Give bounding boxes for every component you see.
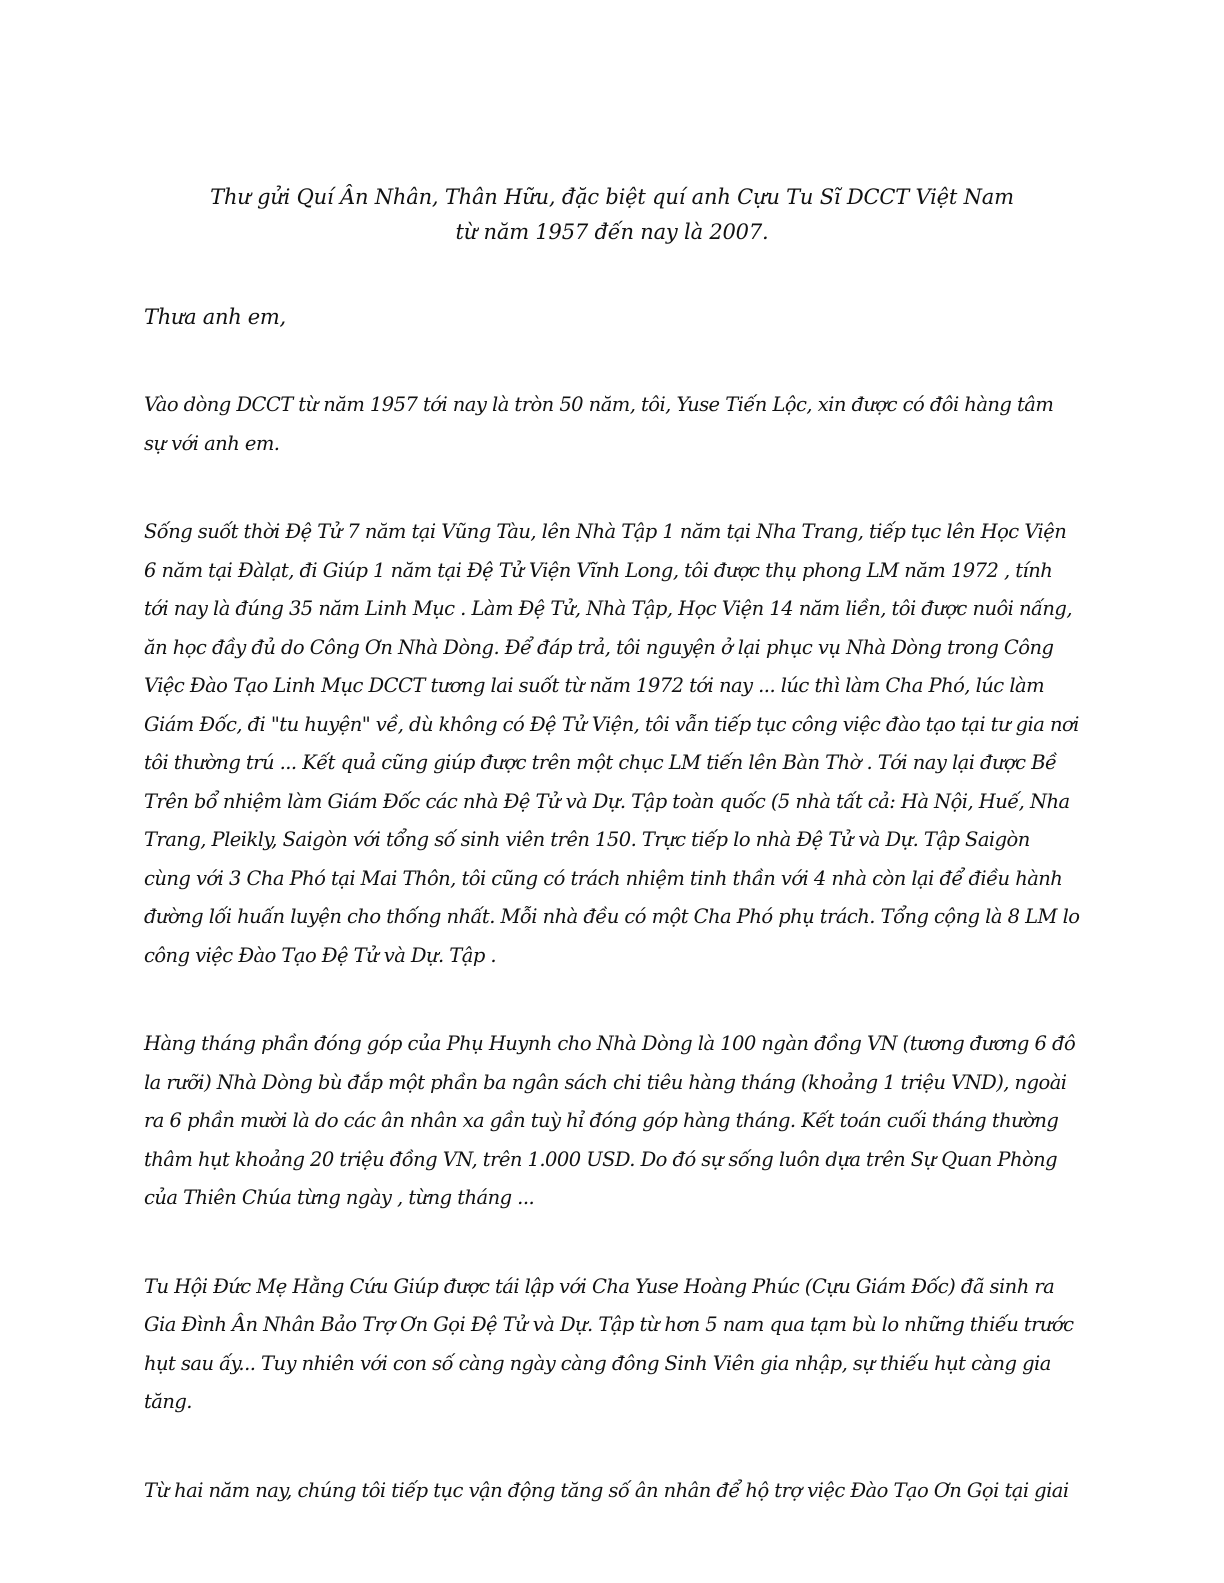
letter-body	[144, 298, 1080, 1560]
letter-heading	[140, 180, 1084, 250]
paragraph-campaign: Từ hai năm nay, chúng tôi tiếp tục vận động tăng số ân nhân để hộ trợ việc Đào Tạo Ơn Gọi tại giai	[144, 1478, 1069, 1502]
paragraph-finances: Hàng tháng phần đóng góp của Phụ Huynh cho Nhà Dòng là 100 ngàn đồng VN (tương đương 6 đô la rưỡi) Nhà Dòng bù đắp một phần ba ngân sách chi tiêu hàng tháng (khoảng 1 triệu VND), ngoài ra 6 phần mười là do các ân nhân xa gần tuỳ hỉ đóng góp hàng tháng. Kết toán cuối tháng thường thâm hụt khoảng 20 triệu đồng VN, trên 1.000 USD. Do đó sự sống luôn dựa trên Sự Quan Phòng của Thiên Chúa từng ngày , từng tháng ...	[144, 1032, 1076, 1209]
paragraph-benefactors: Tu Hội Đức Mẹ Hằng Cứu Giúp được tái lập với Cha Yuse Hoàng Phúc (Cựu Giám Đốc) đã sinh ra Gia Đình Ân Nhân Bảo Trợ Ơn Gọi Đệ Tử và Dự. Tập từ hơn 5 nam qua tạm bù lo những thiếu trước hụt sau ấy... Tuy nhiên với con số càng ngày càng đông Sinh Viên gia nhập, sự thiếu hụt càng gia tăng.	[144, 1274, 1074, 1413]
paragraph-history: Sống suốt thời Đệ Tử 7 năm tại Vũng Tàu, lên Nhà Tập 1 năm tại Nha Trang, tiếp tục lên Học Viện 6 năm tại Đàlạt, đi Giúp 1 năm tại Đệ Tử Viện Vĩnh Long, tôi được thụ phong LM năm 1972 , tính tới nay là đúng 35 năm Linh Mục . Làm Đệ Tử, Nhà Tập, Học Viện 14 năm liền, tôi được nuôi nấng, ăn học đầy đủ do Công Ơn Nhà Dòng. Để đáp trả, tôi nguyện ở lại phục vụ Nhà Dòng trong Công Việc Đào Tạo Linh Mục DCCT tương lai suốt từ năm 1972 tới nay ... lúc thì làm Cha Phó, lúc làm Giám Đốc, đi "tu huyện" về, dù không có Đệ Tử Viện, tôi vẫn tiếp tục công việc đào tạo tại tư gia nơi tôi thường trú ... Kết quả cũng giúp được trên một chục LM tiến lên Bàn Thờ . Tới nay lại được Bề Trên bổ nhiệm làm Giám Đốc các nhà Đệ Tử và Dự. Tập toàn quốc (5 nhà tất cả: Hà Nội, Huế, Nha Trang, Pleikly, Saigòn với tổng số sinh viên trên 150. Trực tiếp lo nhà Đệ Tử và Dự. Tập Saigòn cùng với 3 Cha Phó tại Mai Thôn, tôi cũng có trách nhiệm tinh thần với 4 nhà còn lại để điều hành đường lối huấn luyện cho thống nhất. Mỗi nhà đều có một Cha Phó phụ trách. Tổng cộng là 8 LM lo công việc Đào Tạo Đệ Tử và Dự. Tập .	[144, 520, 1080, 967]
paragraph-intro: Vào dòng DCCT từ năm 1957 tới nay là tròn 50 năm, tôi, Yuse Tiến Lộc, xin được có đôi hàng tâm sự với anh em.	[144, 393, 1054, 455]
salutation: Thưa anh em,	[144, 305, 286, 329]
heading-line-2: từ năm 1957 đến nay là 2007.	[455, 220, 769, 244]
heading-line-1: Thư gửi Quí Ân Nhân, Thân Hữu, đặc biệt quí anh Cựu Tu Sĩ DCCT Việt Nam	[210, 185, 1014, 209]
